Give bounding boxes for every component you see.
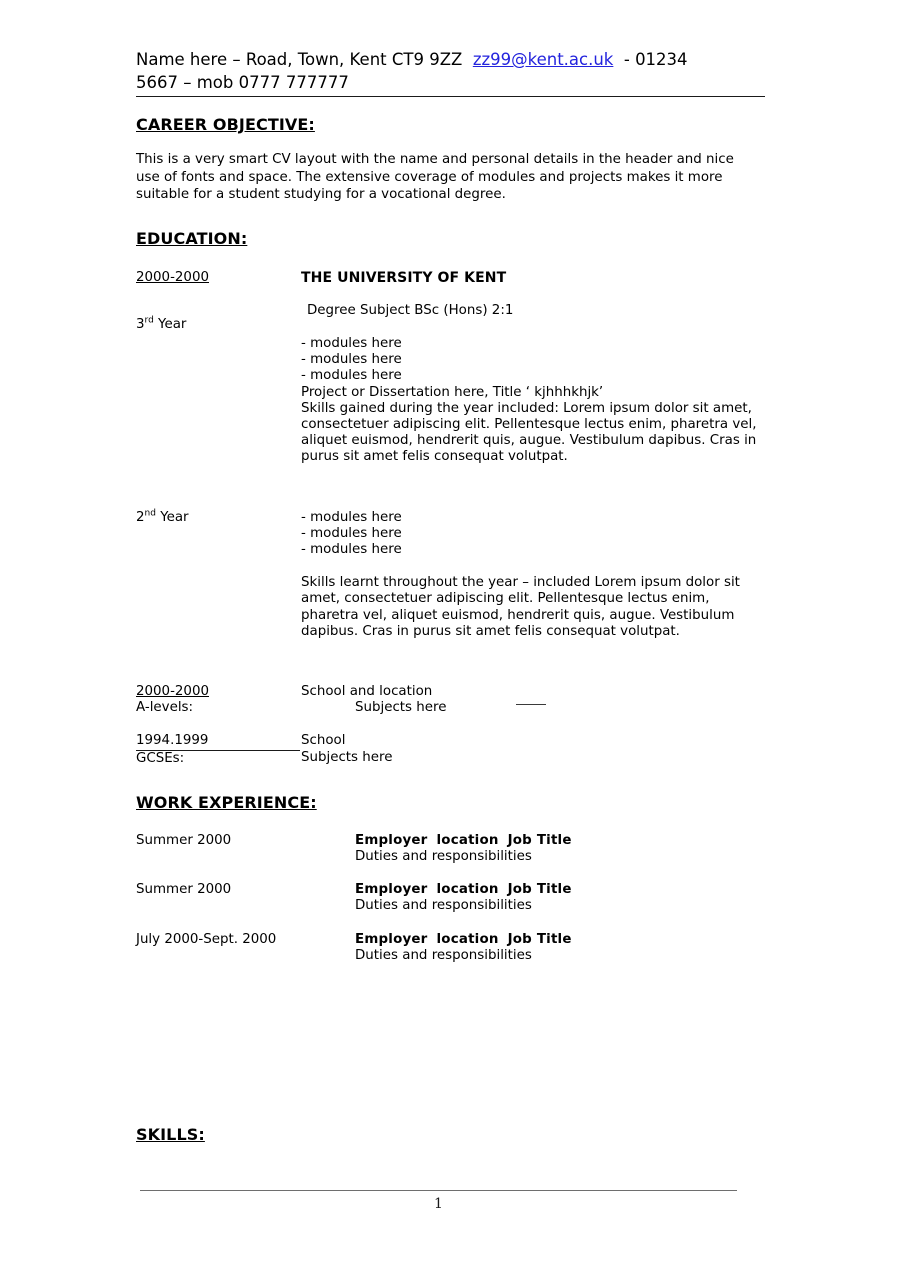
university-details-column bbox=[301, 270, 766, 466]
work-duties: Duties and responsibilities bbox=[355, 947, 532, 963]
secondary-school-name: School bbox=[301, 733, 346, 749]
year-3-label bbox=[136, 317, 186, 333]
list-item: - modules here bbox=[301, 525, 402, 541]
email-link[interactable]: zz99@kent.ac.uk bbox=[472, 50, 614, 69]
work-employer: Employer bbox=[355, 832, 428, 848]
work-duties: Duties and responsibilities bbox=[355, 898, 532, 914]
school-subjects: Subjects here bbox=[355, 700, 447, 716]
list-item: - modules here bbox=[301, 335, 402, 351]
school-dates: 2000-2000 bbox=[136, 683, 209, 699]
work-job-title: Job Title bbox=[507, 931, 572, 947]
work-duties: Duties and responsibilities bbox=[355, 848, 532, 864]
work-title-line bbox=[355, 882, 766, 898]
section-heading-career-objective: CAREER OBJECTIVE: bbox=[136, 115, 315, 134]
work-employer: Employer bbox=[355, 931, 428, 947]
school-details-column bbox=[301, 684, 766, 716]
university-name: THE UNIVERSITY OF KENT bbox=[301, 269, 507, 286]
footer-divider bbox=[140, 1190, 737, 1191]
school-dates-column bbox=[136, 684, 301, 716]
education-entry-secondary-school bbox=[136, 733, 766, 765]
section-heading-education: EDUCATION: bbox=[136, 228, 248, 248]
header-phone-part2: 5667 – mob 0777 777777 bbox=[136, 73, 349, 92]
school-qualification-label: A-levels: bbox=[136, 700, 194, 716]
list-item: - modules here bbox=[301, 541, 402, 557]
work-title-line bbox=[355, 833, 766, 849]
year-2-word: Year bbox=[155, 509, 189, 525]
work-dates: July 2000-Sept. 2000 bbox=[136, 931, 277, 947]
work-employer: Employer bbox=[355, 882, 428, 898]
education-entry-year-2 bbox=[136, 510, 766, 640]
year-3-word: Year bbox=[153, 316, 187, 332]
work-details bbox=[355, 932, 766, 964]
year-2-label-column bbox=[136, 510, 301, 526]
work-job-title: Job Title bbox=[507, 882, 572, 898]
year-2-number: 2 bbox=[136, 509, 145, 525]
section-heading-work-experience: WORK EXPERIENCE: bbox=[136, 792, 317, 812]
year-3-number: 3 bbox=[136, 316, 145, 332]
list-item: - modules here bbox=[301, 509, 402, 525]
secondary-school-qualification-label: GCSEs: bbox=[136, 750, 185, 766]
year-3-skills-text: Skills gained during the year included: Lorem ipsum dolor sit amet, consectetuer adipiscing elit. Pellentesque lectus enim, pharetra vel, aliquet euismod, hendrerit quis, augue. Vestibulum dapibus. Cras in purus sit amet felis consequat volutpat. bbox=[301, 400, 757, 465]
secondary-school-dates: 1994.1999 bbox=[136, 733, 300, 750]
secondary-school-dates-column bbox=[136, 733, 301, 766]
year-2-skills-text: Skills learnt throughout the year – included Lorem ipsum dolor sit amet, consectetuer adipiscing elit. Pellentesque lectus enim, pharetra vel, aliquet euismod, hendrerit quis, augue. Vestibulum dapibus. Cras in purus sit amet felis consequat volutpat. bbox=[301, 575, 740, 639]
education-entry-university bbox=[136, 270, 766, 466]
table-row bbox=[136, 932, 766, 964]
year-2-ordinal-suffix: nd bbox=[144, 508, 156, 519]
education-entry-school bbox=[136, 684, 766, 716]
list-item: - modules here bbox=[301, 352, 402, 368]
header-phone-part1: - 01234 bbox=[613, 50, 688, 69]
secondary-school-subjects: Subjects here bbox=[301, 749, 393, 765]
work-location: location bbox=[436, 882, 499, 898]
table-row bbox=[136, 882, 766, 914]
header-name-address: Name here – Road, Town, Kent CT9 9ZZ bbox=[136, 50, 473, 69]
list-item: - modules here bbox=[301, 368, 402, 384]
document-body bbox=[136, 48, 766, 964]
page-number: 1 bbox=[434, 1196, 443, 1212]
secondary-school-details-column bbox=[301, 733, 766, 765]
skills-section bbox=[136, 1125, 205, 1144]
career-objective-text: This is a very smart CV layout with the name and personal details in the header and nice use of fonts and space. The extensive coverage of modules and projects makes it more suitable for a student studying for a vocational degree. bbox=[136, 152, 734, 202]
work-details bbox=[355, 833, 766, 865]
blank-underline-fragment bbox=[516, 704, 546, 705]
work-dates: Summer 2000 bbox=[136, 832, 232, 848]
work-details bbox=[355, 882, 766, 914]
work-dates: Summer 2000 bbox=[136, 882, 232, 898]
section-heading-skills: SKILLS: bbox=[136, 1125, 205, 1144]
year-3-project: Project or Dissertation here, Title ‘ kjhhhkhjk’ bbox=[301, 384, 604, 400]
degree-line: Degree Subject BSc (Hons) 2:1 bbox=[307, 302, 514, 318]
table-row bbox=[136, 833, 766, 865]
year-2-details-column bbox=[301, 510, 766, 640]
work-title-line bbox=[355, 932, 766, 948]
work-job-title: Job Title bbox=[507, 832, 572, 848]
document-header bbox=[136, 48, 765, 97]
work-location: location bbox=[436, 931, 499, 947]
year-3-ordinal-suffix: rd bbox=[144, 315, 154, 326]
year-3-modules-list bbox=[301, 336, 766, 385]
university-dates: 2000-2000 bbox=[136, 269, 209, 285]
school-name: School and location bbox=[301, 683, 433, 699]
work-location: location bbox=[436, 832, 499, 848]
university-dates-column bbox=[136, 269, 301, 332]
